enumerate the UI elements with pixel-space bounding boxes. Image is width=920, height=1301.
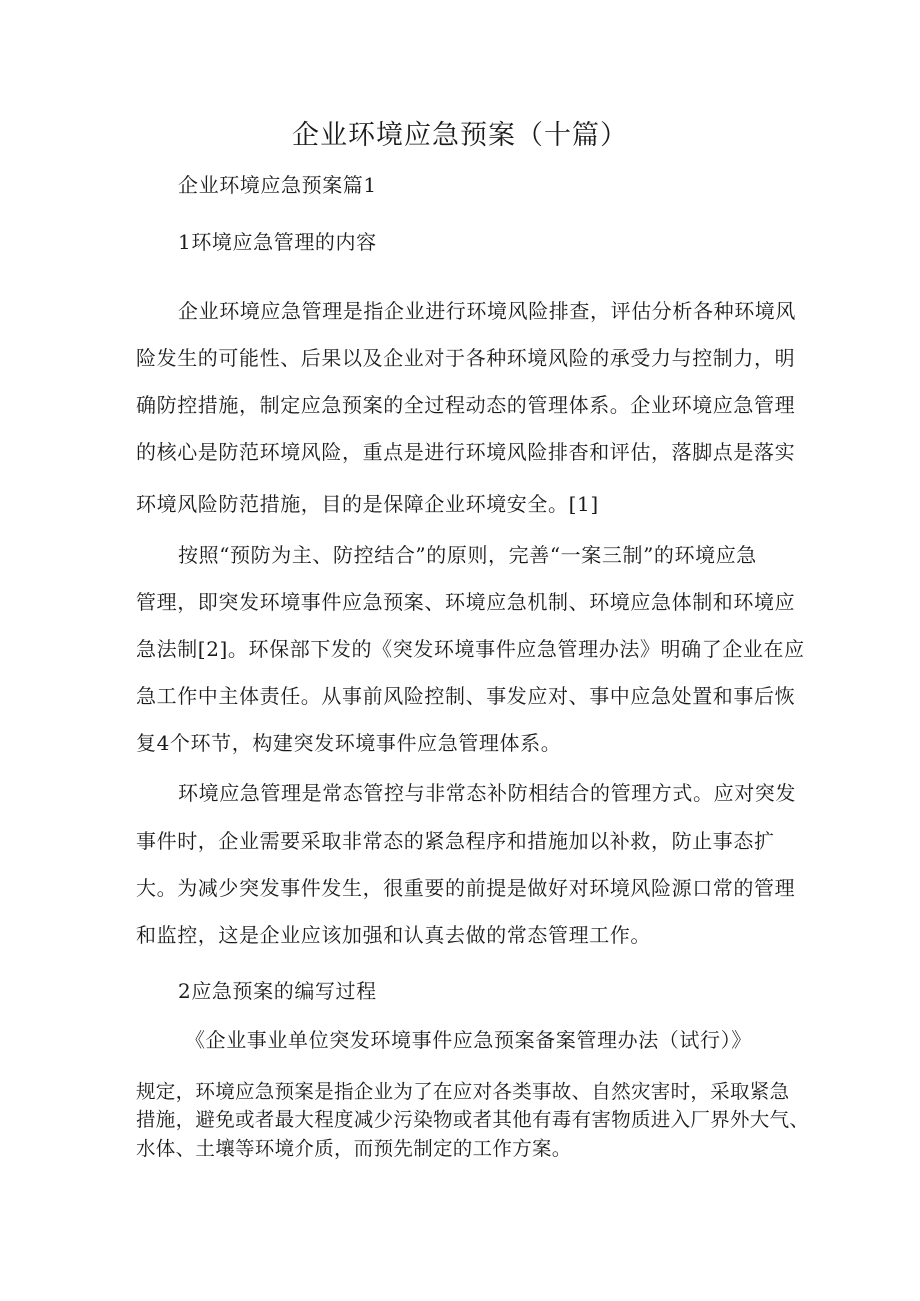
paragraph-line: 确防控措施，制定应急预案的全过程动态的管理体系。企业环境应急管理 — [136, 393, 796, 417]
paragraph-line: 环境应急管理是常态管控与非常态补防相结合的管理方式。应对突发 — [178, 781, 796, 805]
paragraph-line: 险发生的可能性、后果以及企业对于各种环境风险的承受力与控制力，明 — [136, 346, 796, 370]
paragraph-line: 环境风险防范措施，目的是保障企业环境安全。[1] — [136, 492, 599, 516]
paragraph-line: 和监控，这是企业应该加强和认真去做的常态管理工作。 — [136, 923, 651, 947]
paragraph-line: 企业环境应急管理是指企业进行环境风险排查，评估分析各种环境风 — [178, 299, 796, 323]
section-heading: 企业环境应急预案篇1 — [178, 173, 377, 197]
paragraph-line: 事件时，企业需要采取非常态的紧急程序和措施加以补救，防止事态扩 — [136, 829, 775, 853]
paragraph-line: 措施，避免或者最大程度减少污染物或者其他有毒有害物质进入厂界外大气、 — [136, 1108, 810, 1131]
paragraph-line: 急工作中主体责任。从事前风险控制、事发应对、事中应急处置和事后恢 — [136, 684, 796, 708]
paragraph-line: 复4个环节，构建突发环境事件应急管理体系。 — [136, 731, 562, 755]
paragraph-line: 《企业事业单位突发环境事件应急预案备案管理办法（试行）》 — [185, 1028, 752, 1052]
paragraph-line: 的核心是防范环境风险，重点是进行环境风险排杳和评估，落脚点是落实 — [136, 440, 796, 464]
paragraph-line: 按照“预防为主、防控结合”的原则，完善“一案三制”的环境应急 — [178, 543, 757, 567]
paragraph-line: 水体、土壤等环境介质，而预先制定的工作方案。 — [136, 1137, 572, 1160]
document-title: 企业环境应急预案（十篇） — [292, 120, 628, 151]
paragraph-line: 规定，环境应急预案是指企业为了在应对各类事故、自然灾害时，采取紧急 — [136, 1080, 790, 1103]
subsection-heading: 2应急预案的编写过程 — [178, 979, 377, 1003]
paragraph-line: 大。为减少突发事件发生，很重要的前提是做好对环境风险源口常的管理 — [136, 876, 796, 900]
paragraph-line: 急法制[2]。环保部下发的《突发环境事件应急管理办法》明确了企业在应 — [136, 637, 805, 661]
subsection-heading: 1环境应急管理的内容 — [178, 230, 377, 254]
paragraph-line: 管理，即突发环境事件应急预案、环境应急机制、环境应急体制和环境应 — [136, 590, 796, 614]
